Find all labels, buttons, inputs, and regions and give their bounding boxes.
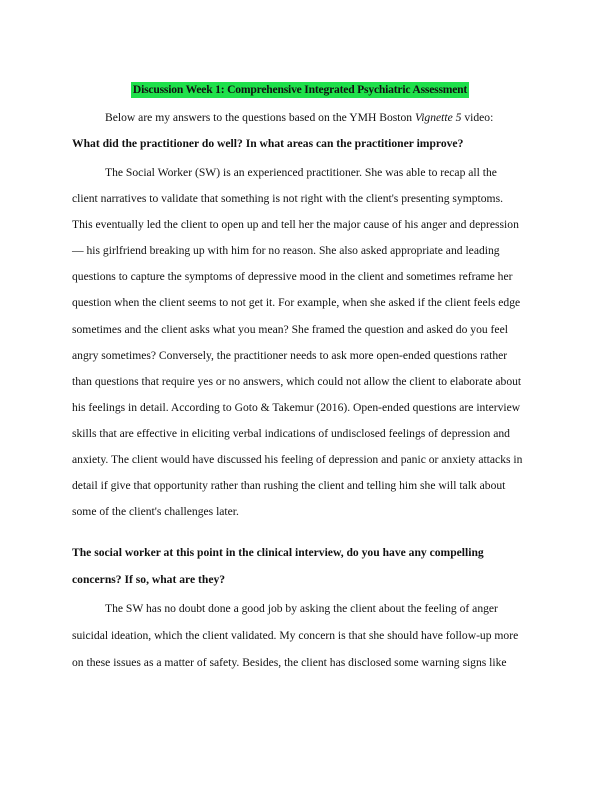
intro-text-before: Below are my answers to the questions based on the YMH Boston [105, 111, 415, 124]
paragraph-1-line: angry sometimes? Conversely, the practitioner needs to ask more open-ended questions rather [72, 348, 508, 362]
question-2-heading [72, 540, 530, 593]
paragraph-1-line: — his girlfriend breaking up with him for no reason. She also asked appropriate and leading [72, 244, 500, 258]
document-title: Discussion Week 1: Comprehensive Integrated Psychiatric Assessment [132, 83, 468, 96]
paragraph-1-line: anxiety. The client would have discussed his feeling of depression and panic or anxiety attacks in [72, 453, 523, 467]
paragraph-1-line: questions to capture the symptoms of depressive mood in the client and sometimes reframe her [72, 270, 513, 284]
question-2-line: concerns? If so, what are they? [72, 572, 226, 586]
title-container [0, 80, 600, 98]
paragraph-1 [72, 160, 530, 525]
paragraph-1-line: detail if give that opportunity rather than rushing the client and telling him she will talk about [72, 479, 506, 493]
paragraph-1-line: client narratives to validate that something is not right with the client's presenting symptoms. [72, 192, 503, 206]
paragraph-1-line: his feelings in detail. According to Goto & Takemur (2016). Open-ended questions are interview [72, 400, 521, 414]
paragraph-1-line: some of the client's challenges later. [72, 505, 239, 519]
question-1-heading: What did the practitioner do well? In what areas can the practitioner improve? [72, 137, 464, 150]
paragraph-2-line: The SW has no doubt done a good job by asking the client about the feeling of anger [105, 602, 498, 615]
paragraph-1-line: than questions that require yes or no answers, which could not allow the client to elaborate about [72, 374, 522, 388]
paragraph-2 [72, 595, 530, 676]
intro-paragraph [72, 108, 530, 128]
paragraph-2-line: on these issues as a matter of safety. Besides, the client has disclosed some warning signs like [72, 656, 507, 669]
paragraph-1-line: This eventually led the client to open up and tell her the major cause of his anger and depression [72, 218, 519, 232]
question-2-line: The social worker at this point in the clinical interview, do you have any compelling [72, 546, 484, 559]
intro-text-after: video: [461, 111, 494, 124]
paragraph-2-line: suicidal ideation, which the client validated. My concern is that she should have follow-up more [72, 629, 519, 642]
paragraph-1-line: question when the client seems to not get it. For example, when she asked if the client feels edge [72, 296, 521, 310]
paragraph-1-line: skills that are effective in eliciting verbal indications of undisclosed feelings of depression and [72, 426, 510, 440]
intro-video-title: Vignette 5 [414, 111, 462, 124]
paragraph-1-line: sometimes and the client asks what you mean? She framed the question and asked do you feel [72, 322, 508, 336]
paragraph-1-line: The Social Worker (SW) is an experienced practitioner. She was able to recap all the [105, 166, 497, 179]
